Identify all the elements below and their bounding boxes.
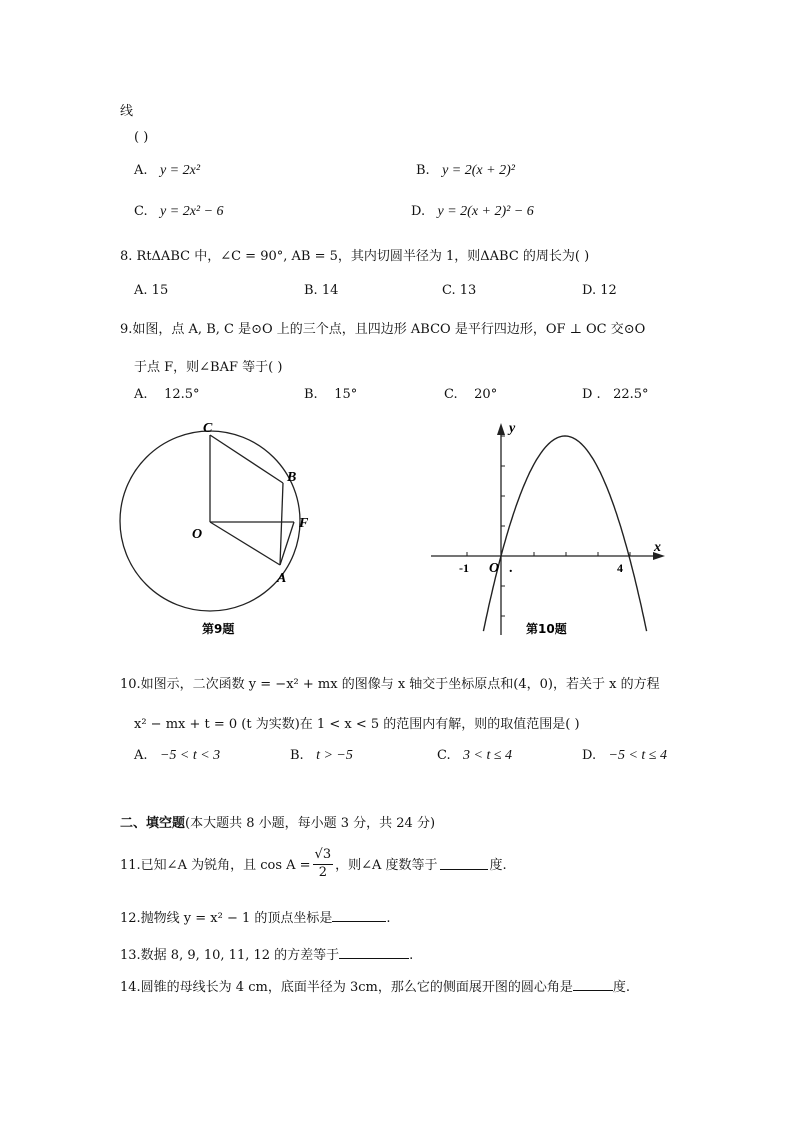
point-f-label: F <box>299 516 309 531</box>
q8-option-a-text: 15 <box>151 283 169 298</box>
q13-pre: 13.数据 8, 9, 10, 11, 12 的方差等于 <box>120 948 340 963</box>
q10-option-c <box>437 748 512 764</box>
q7-option-b <box>416 163 515 179</box>
q7-answer-paren: ( ) <box>134 130 149 145</box>
q7-option-a <box>134 163 200 179</box>
q7-tail: 线 <box>120 104 134 119</box>
q8-option-a <box>134 283 168 298</box>
x-axis-label: x <box>654 540 661 555</box>
q8-option-b <box>304 283 338 298</box>
q8-option-a-label: A. <box>134 283 148 298</box>
q14 <box>120 976 630 995</box>
q10-stem-line2: x² − mx + t = 0 (t 为实数)在 1 < x < 5 的范围内有解，则的取值范围是( ) <box>134 717 580 732</box>
q7-option-b-label: B. <box>416 163 430 178</box>
parabola-curve <box>483 436 646 631</box>
q10-option-b-text: t > −5 <box>316 748 353 763</box>
q10-option-d-text: −5 < t ≤ 4 <box>608 748 667 763</box>
q7-option-d-label: D. <box>411 204 426 219</box>
q8-option-d-text: 12 <box>600 283 617 298</box>
q9-option-c <box>444 387 497 402</box>
origin-dot: . <box>509 561 513 576</box>
q8-option-c <box>442 283 476 298</box>
q12-pre: 12.抛物线 y = x² − 1 的顶点坐标是 <box>120 911 333 926</box>
q14-post: 度. <box>612 980 630 995</box>
q9-option-b-text: 15° <box>334 387 358 402</box>
q9-option-b <box>304 387 357 402</box>
q11-post: ，则∠A 度数等于 <box>335 858 438 873</box>
q9-option-d-text: 22.5° <box>613 387 649 402</box>
q10-stem-line1: 10.如图示，二次函数 y = −x² + mx 的图像与 x 轴交于坐标原点和(4，0)，若关于 x 的方程 <box>120 677 660 692</box>
q10-option-c-label: C. <box>437 748 451 763</box>
q7-option-c-label: C. <box>134 204 148 219</box>
q13-answer-blank[interactable] <box>339 946 409 959</box>
figure-10-caption: 第10题 <box>526 622 567 636</box>
q8-option-b-text: 14 <box>321 283 339 298</box>
q7-option-a-label: A. <box>134 163 148 178</box>
q14-answer-blank[interactable] <box>573 978 613 991</box>
q10-option-a <box>134 748 220 764</box>
segment-oa <box>210 522 280 565</box>
q9-option-d <box>582 387 649 402</box>
q9-option-b-label: B. <box>304 387 318 402</box>
q10-option-c-text: 3 < t ≤ 4 <box>463 748 513 763</box>
q9-option-a-label: A. <box>134 387 148 402</box>
figure-10 <box>425 415 675 645</box>
y-axis-arrow <box>497 423 505 435</box>
q12 <box>120 907 391 926</box>
q9-stem-line2: 于点 F，则∠BAF 等于( ) <box>134 360 283 375</box>
segment-ba <box>280 483 283 565</box>
q13-post: . <box>409 948 414 963</box>
q8-option-d <box>582 283 617 298</box>
q8-option-c-label: C. <box>442 283 456 298</box>
tick-label-neg1: -1 <box>459 561 469 575</box>
q9-stem-line1: 9.如图，点 A, B, C 是⊙O 上的三个点，且四边形 ABCO 是平行四边形，OF ⊥ OC 交⊙O <box>120 322 646 337</box>
section-2-heading <box>120 812 435 831</box>
q13 <box>120 944 413 963</box>
figure-9-caption: 第9题 <box>202 622 235 636</box>
q7-option-d-text: y = 2(x + 2)² − 6 <box>437 204 534 219</box>
point-c-label: C <box>203 421 213 436</box>
q7-option-a-text: y = 2x² <box>159 163 201 178</box>
q14-pre: 14.圆锥的母线长为 4 cm，底面半径为 3cm，那么它的侧面展开图的圆心角是 <box>120 980 573 995</box>
section-2-title: 二、填空题 <box>120 816 186 831</box>
q7-option-c <box>134 204 224 220</box>
q10-option-d <box>582 748 667 764</box>
y-axis-label: y <box>509 421 516 436</box>
point-a-label: A <box>277 571 287 586</box>
q12-answer-blank[interactable] <box>332 909 386 922</box>
q7-option-b-text: y = 2(x + 2)² <box>442 163 515 178</box>
q11-answer-blank[interactable] <box>440 857 488 870</box>
q9-option-c-label: C. <box>444 387 458 402</box>
q10-option-b-label: B. <box>290 748 304 763</box>
origin-label: O <box>489 561 500 576</box>
tick-label-4: 4 <box>617 561 623 575</box>
q9-option-a <box>134 387 200 402</box>
q12-post: . <box>386 911 391 926</box>
q11-unit: 度. <box>489 858 507 873</box>
q11-numerator: √3 <box>313 846 334 865</box>
point-o-label: O <box>192 527 203 542</box>
q10-option-b <box>290 748 353 764</box>
q8-option-d-label: D. <box>582 283 597 298</box>
q11-denominator: 2 <box>318 865 327 880</box>
q11-pre: 11.已知∠A 为锐角，且 cos A = <box>120 858 311 873</box>
q8-stem: 8. RtΔABC 中，∠C = 90°, AB = 5，其内切圆半径为 1，则ΔABC 的周长为( ) <box>120 249 590 264</box>
segment-cb <box>210 435 283 483</box>
q10-option-a-label: A. <box>134 748 148 763</box>
point-b-label: B <box>287 470 297 485</box>
section-2-note: (本大题共 8 小题，每小题 3 分，共 24 分) <box>185 816 436 831</box>
q11 <box>120 846 507 881</box>
figure-9 <box>110 415 330 645</box>
q9-option-c-text: 20° <box>474 387 498 402</box>
q9-option-d-label: D . <box>582 387 601 402</box>
q7-option-c-text: y = 2x² − 6 <box>160 204 224 219</box>
q11-fraction <box>313 846 334 881</box>
q8-option-c-text: 13 <box>459 283 477 298</box>
q10-option-a-text: −5 < t < 3 <box>159 748 221 763</box>
q8-option-b-label: B. <box>304 283 318 298</box>
q10-option-d-label: D. <box>582 748 597 763</box>
q9-option-a-text: 12.5° <box>164 387 200 402</box>
q7-option-d <box>411 204 534 220</box>
